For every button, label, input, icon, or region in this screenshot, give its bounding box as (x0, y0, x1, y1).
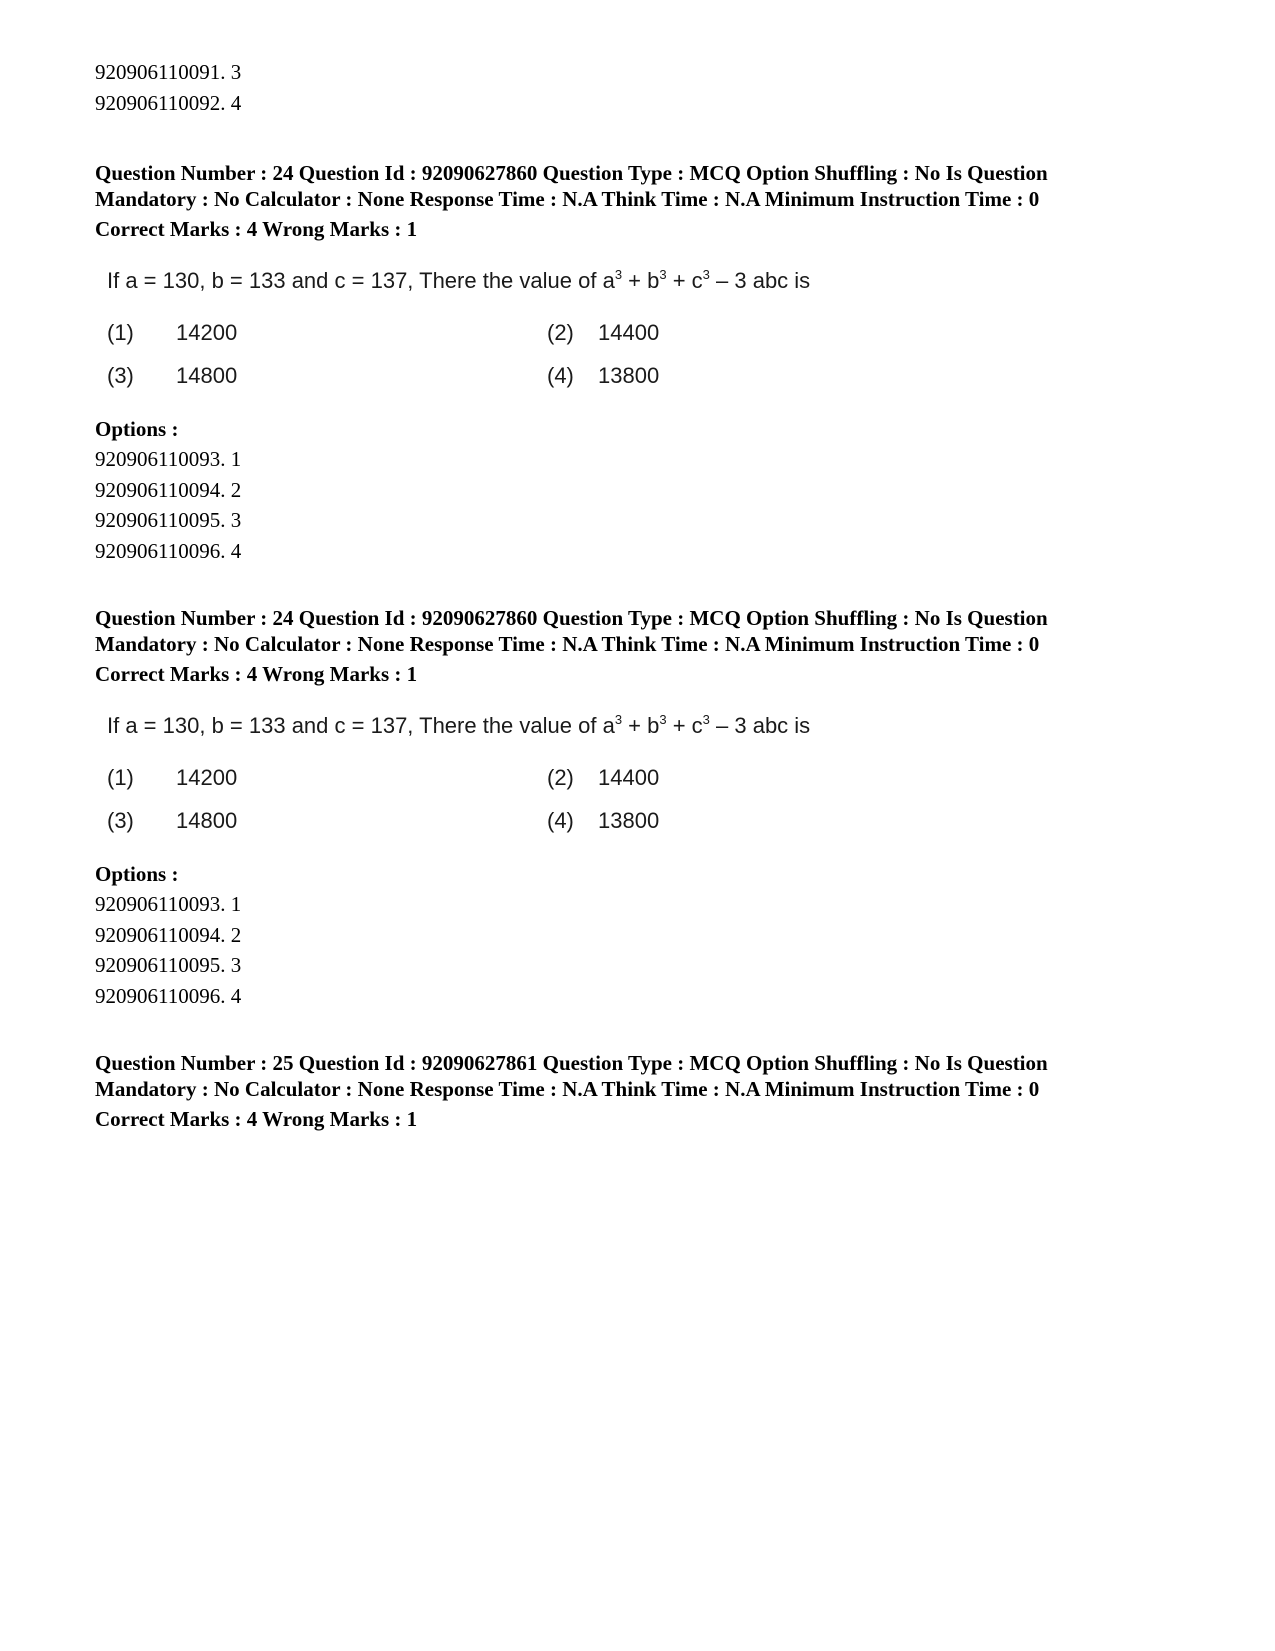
options-label: Options : (95, 417, 179, 441)
choice-number: (4) (547, 363, 574, 388)
option-line: 920906110092. 4 (95, 91, 242, 115)
choice-value: 14400 (598, 320, 660, 345)
choice-number: (2) (547, 320, 574, 345)
choice-value: 14400 (598, 765, 660, 790)
choice-number: (1) (107, 765, 134, 790)
choice-value: 14800 (176, 363, 238, 388)
question-meta-line: Mandatory : No Calculator : None Response Time : N.A Think Time : N.A Minimum Instruction Time : 0 (95, 1077, 1040, 1101)
option-line: 920906110094. 2 (95, 478, 242, 502)
option-line: 920906110096. 4 (95, 539, 242, 563)
option-line: 920906110094. 2 (95, 923, 242, 947)
choice-number: (3) (107, 808, 134, 833)
marks-line: Correct Marks : 4 Wrong Marks : 1 (95, 1107, 418, 1131)
choice-value: 14800 (176, 808, 238, 833)
option-line: 920906110093. 1 (95, 447, 242, 471)
question-block (95, 1050, 1048, 1132)
option-line: 920906110091. 3 (95, 60, 242, 84)
choice-number: (2) (547, 765, 574, 790)
choice-number: (3) (107, 363, 134, 388)
question-stem: If a = 130, b = 133 and c = 137, There the value of $a^3 + b^3 + c^3 - 3$ abc is (107, 267, 811, 293)
marks-line: Correct Marks : 4 Wrong Marks : 1 (95, 662, 418, 686)
choice-number: (4) (547, 808, 574, 833)
option-line: 920906110093. 1 (95, 892, 242, 916)
question-meta-line: Mandatory : No Calculator : None Response Time : N.A Think Time : N.A Minimum Instruction Time : 0 (95, 632, 1040, 656)
option-line: 920906110096. 4 (95, 984, 242, 1008)
options-label: Options : (95, 862, 179, 886)
choice-value: 13800 (598, 808, 660, 833)
choice-value: 14200 (176, 765, 238, 790)
question-meta-line: Mandatory : No Calculator : None Response Time : N.A Think Time : N.A Minimum Instruction Time : 0 (95, 187, 1040, 211)
choice-number: (1) (107, 320, 134, 345)
choice-value: 14200 (176, 320, 238, 345)
marks-line: Correct Marks : 4 Wrong Marks : 1 (95, 217, 418, 241)
option-line: 920906110095. 3 (95, 508, 242, 532)
choice-value: 13800 (598, 363, 660, 388)
question-meta-line: Question Number : 24 Question Id : 92090627860 Question Type : MCQ Option Shuffling : No Is Question (95, 606, 1048, 630)
question-meta-line: Question Number : 24 Question Id : 92090627860 Question Type : MCQ Option Shuffling : No Is Question (95, 161, 1048, 185)
question-meta-line: Question Number : 25 Question Id : 92090627861 Question Type : MCQ Option Shuffling : No Is Question (95, 1051, 1048, 1075)
question-block (95, 605, 1048, 687)
question-block (95, 160, 1048, 242)
question-stem: If a = 130, b = 133 and c = 137, There the value of $a^3 + b^3 + c^3 - 3$ abc is (107, 712, 811, 738)
option-line: 920906110095. 3 (95, 953, 242, 977)
